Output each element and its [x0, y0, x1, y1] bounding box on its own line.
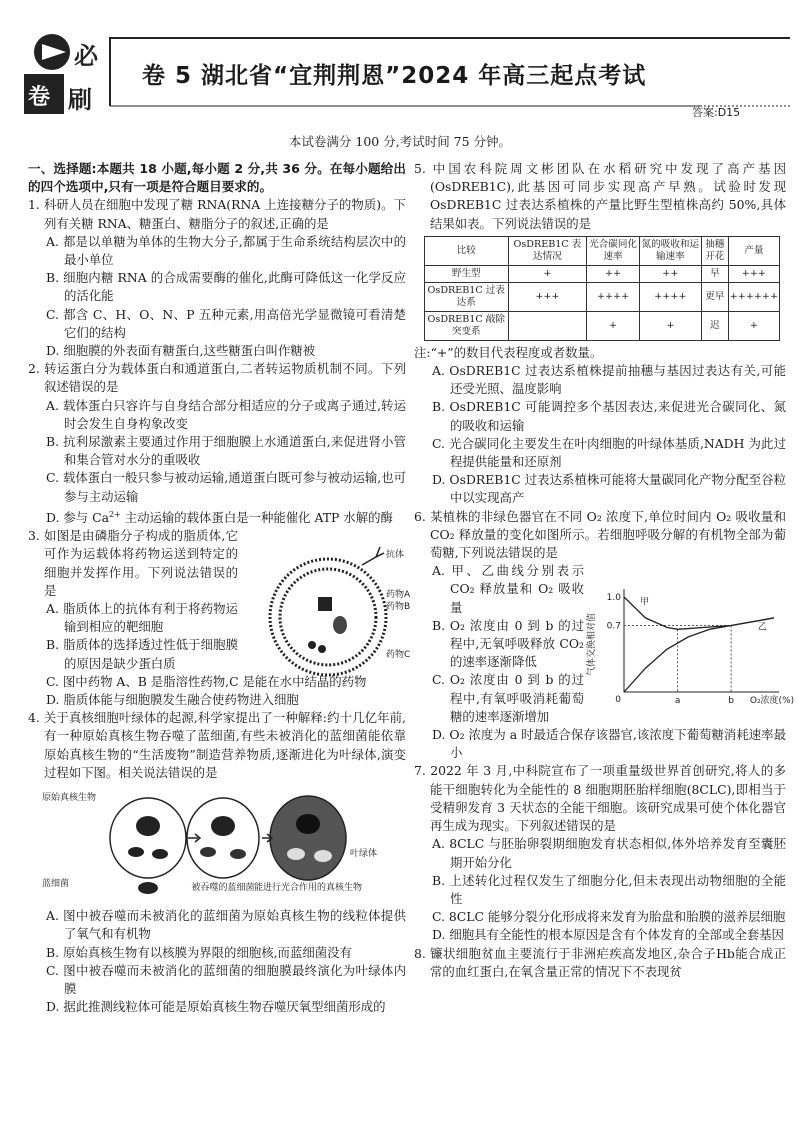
question-4-stem: 4. 关于真核细胞叶绿体的起源,科学家提出了一种解释:约十几亿年前,有一种原始真核生物吞噬了蓝细菌,有些未被消化的蓝细菌能依靠原始真核生物的“生活废物”制造营养物质,逐渐进化为叶绿体,演变过程如下图。相关说法错误的是	[28, 710, 406, 780]
table-cell: OsDREB1C 过表达系	[425, 282, 509, 311]
table-header-cell: 比较	[425, 236, 509, 265]
question-2-option-a: A. 载体蛋白只容许与自身结合部分相适应的分子或离子通过,转运时会发生自身构象改变	[46, 397, 406, 431]
question-6-option-c: C. O₂ 浓度由 0 到 b 的过程中,有氧呼吸消耗葡萄糖的速率逐渐增加	[432, 672, 584, 724]
table-cell: 迟	[701, 311, 728, 340]
question-5-note: 注:“+”的数目代表程度或者数量。	[414, 344, 603, 360]
chart-guide-lines	[624, 626, 731, 693]
chart-series-line	[624, 618, 774, 692]
table-cell: 更早	[701, 282, 728, 311]
question-5-stem: 5. 中国农科院周文彬团队在水稻研究中发现了高产基因(OsDREB1C),此基因可同步实现高产早熟。试验时发现OsDREB1C 过表达系植株的产量比野生型植株高约 50%,具体结果如表。下列说法错误的是	[414, 161, 786, 231]
question-2-option-d-post: 主动运输的载体蛋白是一种能催化 ATP 水解的酶	[120, 509, 393, 525]
respiration-chart	[584, 577, 795, 712]
question-5-table	[424, 236, 780, 341]
table-header-cell: 氮的吸收和运输速率	[639, 236, 701, 265]
section-heading: 一、选择题:本题共 18 小题,每小题 2 分,共 36 分。在每小题给出的四个选项中,只有一项是符合题目要求的。	[28, 161, 406, 195]
question-6-option-d: D. O₂ 浓度为 a 时最适合保存该器官,该浓度下葡萄糖消耗速率最小	[432, 727, 786, 761]
table-cell: ++++++	[728, 282, 779, 311]
table-cell: ++	[639, 265, 701, 282]
liposome-label: 药物B	[386, 602, 411, 612]
question-6-option-a: A. 甲、乙曲线分别表示 CO₂ 释放量和 O₂ 吸收量	[432, 563, 584, 615]
question-3-stem: 3. 如图是由磷脂分子构成的脂质体,它可作为运载体将药物运送到特定的细胞并发挥作用。下列说法错误的是	[28, 528, 238, 598]
table-cell: ++++	[587, 282, 640, 311]
origin-figure-label: 原始真核生物	[42, 793, 97, 804]
question-4-option-c: C. 图中被吞噬而未被消化的蓝细菌的细胞膜最终演化为叶绿体内膜	[46, 962, 406, 997]
table-header-cell: 光合碳同化速率	[587, 236, 640, 265]
table-cell: +	[728, 311, 779, 340]
origin-figure-label: 能进行光合作用的真核生物	[253, 883, 363, 894]
table-cell: OsDREB1C 敲除突变系	[425, 311, 509, 340]
question-7-option-a: A. 8CLC 与胚胎卵裂期细胞发育状态相似,体外培养发育至囊胚期开始分化	[432, 836, 786, 870]
chart-series-label: 乙	[757, 622, 767, 633]
table-cell: +++	[728, 265, 779, 282]
liposome-label: 药物A	[386, 590, 411, 600]
question-3-option-d: D. 脂质体能与细胞膜发生融合使药物进入细胞	[46, 692, 299, 708]
question-3-option-b: B. 脂质体的选择透过性低于细胞膜的原因是缺少蛋白质	[46, 637, 238, 671]
table-row	[425, 282, 780, 311]
origin-figure-label: 叶绿体	[350, 849, 378, 860]
question-2-option-c: C. 载体蛋白一般只参与被动运输,通道蛋白既可参与被动运输,也可参与主动运输	[46, 470, 406, 504]
table-cell: +	[508, 265, 587, 282]
bishua-logo	[22, 30, 108, 120]
question-3-option-c: C. 图中药物 A、B 是脂溶性药物,C 是能在水中结晶的药物	[46, 673, 367, 689]
question-7-option-c: C. 8CLC 能够分裂分化形成将来发育为胎盘和胎膜的滋养层细胞	[432, 909, 786, 925]
question-6-options-narrow	[414, 562, 584, 726]
chart-series-label: 甲	[640, 597, 650, 608]
question-1-option-b: B. 细胞内糖 RNA 的合成需要酶的催化,此酶可降低这一化学反应的活化能	[46, 270, 406, 304]
question-2-stem: 2. 转运蛋白分为载体蛋白和通道蛋白,二者转运物质机制不同。下列叙述错误的是	[28, 361, 406, 395]
table-cell: +	[587, 311, 640, 340]
question-2-option-b: B. 抗利尿激素主要通过作用于细胞膜上水通道蛋白,来促进肾小管和集合管对水分的重吸收	[46, 434, 406, 468]
liposome-label: 抗体	[386, 550, 405, 560]
svg-text:刷: 刷	[68, 86, 92, 114]
table-cell: +	[639, 311, 701, 340]
table-row	[425, 265, 780, 282]
table-cell: +++	[508, 282, 587, 311]
question-6-stem: 6. 某植株的非绿色器官在不同 O₂ 浓度下,单位时间内 O₂ 吸收量和 CO₂ 释放量的变化如图所示。若细胞呼吸分解的有机物全部为葡萄糖,下列说法错误的是	[414, 508, 786, 561]
chart-tick-label: 0.7	[606, 621, 621, 632]
liposome-label: 药物C	[386, 650, 411, 660]
origin-figure-label: 被吞噬的蓝细菌	[191, 883, 255, 894]
table-cell: 早	[701, 265, 728, 282]
question-1-option-a: A. 都是以单糖为单体的生物大分子,都属于生命系统结构层次中的最小单位	[46, 233, 406, 268]
answer-code: 答案:D15	[692, 106, 741, 119]
origin-figure-label: 蓝细菌	[42, 879, 70, 890]
question-4-option-d: D. 据此推测线粒体可能是原始真核生物吞噬厌氧型细菌形成的	[46, 999, 386, 1015]
exam-note: 本试卷满分 100 分,考试时间 75 分钟。	[288, 134, 512, 149]
question-1-option-d: D. 细胞膜的外表面有糖蛋白,这些糖蛋白叫作糖被	[46, 343, 316, 359]
svg-text:必: 必	[74, 42, 98, 70]
question-2-option-d	[28, 506, 406, 527]
question-5-option-a: A. OsDREB1C 过表达系植株提前抽穗与基因过表达有关,可能还受光照、温度影响	[432, 363, 786, 397]
question-4-option-a: A. 图中被吞噬而未被消化的蓝细菌为原始真核生物的线粒体提供了氧气和有机物	[46, 908, 406, 942]
chart-tick-label: 1.0	[606, 593, 621, 603]
question-5-option-b: B. OsDREB1C 可能调控多个基因表达,来促进光合碳同化、氮的吸收和运输	[432, 399, 786, 433]
question-6-option-b: B. O₂ 浓度由 0 到 b 的过程中,无氧呼吸释放 CO₂ 的速率逐渐降低	[432, 617, 584, 670]
table-header-row	[425, 236, 780, 265]
question-2-option-d-pre: D. 参与 Ca	[46, 509, 109, 525]
question-5-option-c: C. 光合碳同化主要发生在叶肉细胞的叶绿体基质,NADH 为此过程提供能量和还原剂	[432, 435, 786, 470]
question-4-option-b: B. 原始真核生物有以核膜为界限的细胞核,而蓝细菌没有	[46, 944, 352, 960]
exam-title: 卷 5 湖北省“宜荆荆恩”2024 年高三起点考试	[142, 63, 647, 89]
question-2-option-d-sup: 2+	[108, 509, 121, 519]
table-row	[425, 311, 780, 340]
table-header-cell: 抽穗开花	[701, 236, 728, 265]
table-cell	[508, 311, 587, 340]
table-header-cell: OsDREB1C 表达情况	[508, 236, 587, 265]
chloroplast-origin-figure	[38, 786, 398, 898]
question-8-stem: 8. 镰状细胞贫血主要流行于非洲疟疾高发地区,杂合子Hb能合成正常的血红蛋白,在氧含量正常的情况下不表现贫	[414, 945, 786, 979]
page-header	[0, 0, 800, 125]
liposome-figure	[266, 545, 416, 685]
right-column	[414, 160, 795, 981]
table-cell: ++	[587, 265, 640, 282]
question-5-option-d: D. OsDREB1C 过表达系植株可能将大量碳同化产物分配至谷粒中以实现高产	[432, 472, 786, 506]
chart-y-label: 气体交换相对值	[587, 612, 597, 677]
left-column	[28, 160, 411, 1016]
question-1-stem: 1. 科研人员在细胞中发现了糖 RNA(RNA 上连接糖分子的物质)。下列有关糖 RNA、糖蛋白、糖脂分子的叙述,正确的是	[28, 197, 406, 231]
chart-x-label: O₂浓度(%)	[749, 696, 795, 706]
question-7-option-d: D. 细胞具有全能性的根本原因是含有个体发育的全部或全套基因	[432, 927, 784, 943]
chart-tick-label: a	[674, 696, 681, 706]
table-header-cell: 产量	[728, 236, 779, 265]
svg-text:卷: 卷	[28, 85, 51, 110]
table-cell: ++++	[639, 282, 701, 311]
question-3-option-a: A. 脂质体上的抗体有利于将药物运输到相应的靶细胞	[46, 601, 238, 635]
chart-tick-label: b	[728, 696, 735, 706]
question-7-stem: 7. 2022 年 3 月,中科院宣布了一项重量级世界首创研究,将人的多能干细胞转化为全能性的 8 细胞期胚胎样细胞(8CLC),即相当于受精卵发育 3 天状态的全能干细胞。该研究成果可使个体化器官再生成为现实。下列叙述错误的是	[414, 763, 786, 834]
question-1-option-c: C. 都含 C、H、O、N、P 五种元素,用高倍光学显微镜可看清楚它们的结构	[46, 306, 406, 340]
chart-tick-label: 0	[615, 695, 621, 705]
question-3-block	[28, 527, 238, 673]
table-cell: 野生型	[425, 265, 509, 282]
question-7-option-b: B. 上述转化过程仅发生了细胞分化,但未表现出动物细胞的全能性	[432, 872, 786, 906]
